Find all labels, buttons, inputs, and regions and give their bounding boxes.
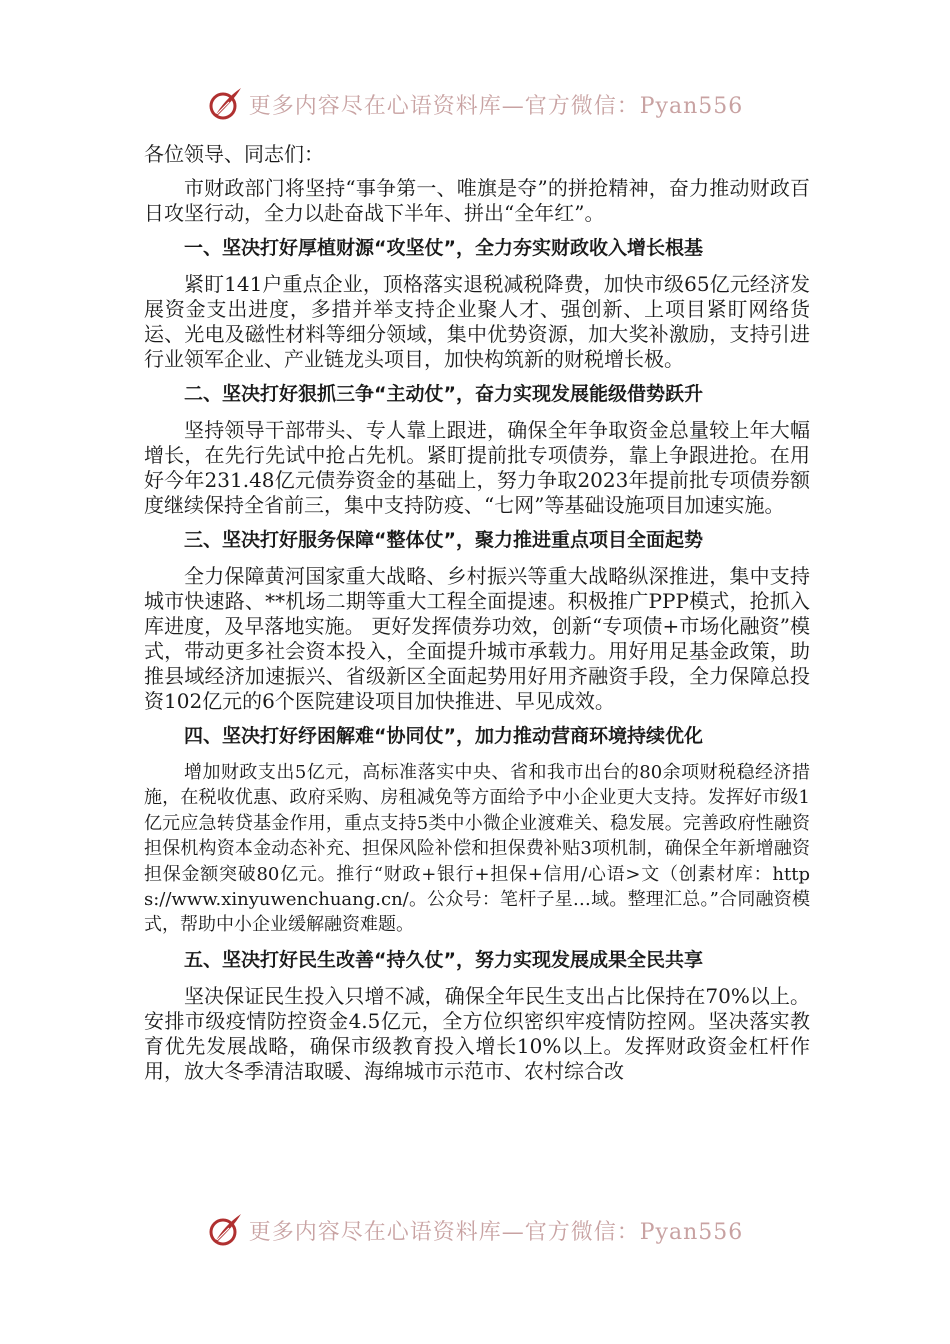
section-paragraph: 紧盯141户重点企业，顶格落实退税减税降费，加快市级65亿元经济发展资金支出进度，多措并举支持企业聚人才、强创新、上项目紧盯网络货运、光电及磁性材料等细分领域，集中优势资源，加大奖补激励，支持引进行业领军企业、产业链龙头项目，加快构筑新的财税增长极。 bbox=[144, 272, 810, 371]
document-body bbox=[144, 142, 810, 1094]
greeting: 各位领导、同志们： bbox=[144, 142, 324, 166]
quill-logo-icon bbox=[207, 1212, 243, 1248]
section-heading: 二、坚决打好狠抓三争“主动仗”，奋力实现发展能级借势跃升 bbox=[184, 383, 703, 405]
section-heading: 三、坚决打好服务保障“整体仗”，聚力推进重点项目全面起势 bbox=[184, 529, 703, 551]
footer-watermark-banner bbox=[0, 1210, 950, 1250]
intro-paragraph: 市财政部门将坚持“事争第一、唯旗是夺”的拼抢精神，奋力推动财政百日攻坚行动，全力以赴奋战下半年、拼出“全年红”。 bbox=[144, 176, 810, 225]
section-heading: 五、坚决打好民生改善“持久仗”，努力实现发展成果全民共享 bbox=[184, 948, 703, 971]
banner-text: 更多内容尽在心语资料库—官方微信：Pyan556 bbox=[248, 1219, 744, 1245]
section-paragraph: 全力保障黄河国家重大战略、乡村振兴等重大战略纵深推进，集中支持城市快速路、**机场二期等重大工程全面提速。积极推广PPP模式，抢抓入库进度，及早落地实施。 更好发挥债券功效，创新“专项债+市场化融资”模式，带动更多社会资本投入，全面提升城市承载力。用好用足基金政策，助推县域经济加速振兴、省级新区全面起势用好用齐融资手段，全力保障总投资102亿元的6个医院建设项目加快推进、早见成效。 bbox=[144, 564, 810, 713]
section-paragraph: 坚持领导干部带头、专人靠上跟进，确保全年争取资金总量较上年大幅增长，在先行先试中抢占先机。紧盯提前批专项债券，靠上争跟进抢。在用好今年231.48亿元债券资金的基础上，努力争取2023年提前批专项债券额度继续保持全省前三，集中支持防疫、“七网”等基础设施项目加速实施。 bbox=[144, 418, 810, 517]
section-heading: 四、坚决打好纾困解难“协同仗”，加力推动营商环境持续优化 bbox=[184, 725, 703, 747]
section-heading: 一、坚决打好厚植财源“攻坚仗”，全力夯实财政收入增长根基 bbox=[184, 237, 703, 259]
banner-text: 更多内容尽在心语资料库—官方微信：Pyan556 bbox=[248, 93, 744, 119]
quill-logo-icon bbox=[207, 86, 243, 122]
header-watermark-banner bbox=[0, 84, 950, 124]
section-paragraph: 坚决保证民生投入只增不减，确保全年民生支出占比保持在70%以上。安排市级疫情防控资金4.5亿元，全方位织密织牢疫情防控网。坚决落实教育优先发展战略，确保市级教育投入增长10%以上。发挥财政资金杠杆作用，放大冬季清洁取暖、海绵城市示范市、农村综合改 bbox=[144, 983, 810, 1083]
section-paragraph: 增加财政支出5亿元，高标准落实中央、省和我市出台的80余项财税稳经济措施，在税收优惠、政府采购、房租减免等方面给予中小企业更大支持。发挥好市级1亿元应急转贷基金作用，重点支持5类中小微企业渡难关、稳发展。完善政府性融资担保机构资本金动态补充、担保风险补偿和担保费补贴3项机制，确保全年新增融资担保金额突破80亿元。推行“财政+银行+担保+信用/心语>文（创素材库：https://www.xinyuwenchuang.cn/。公众号：笔杆子星…域。整理汇总。”合同融资模式，帮助中小企业缓解融资难题。 bbox=[144, 762, 810, 936]
